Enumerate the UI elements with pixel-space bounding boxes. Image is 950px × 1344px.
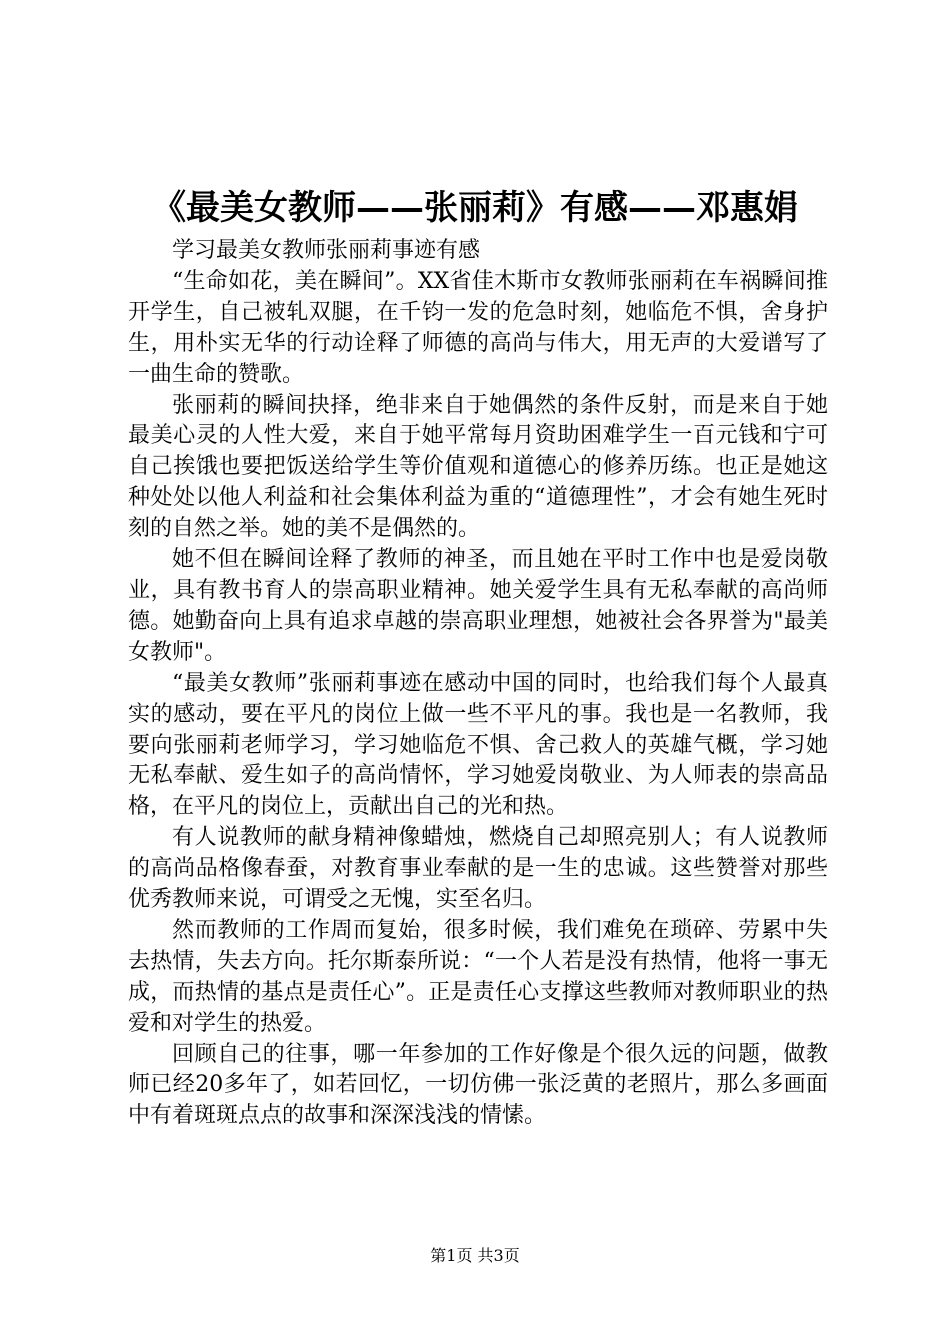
page-number-footer: 第1页 共3页 bbox=[430, 1246, 520, 1265]
paragraph-6: 然而教师的工作周而复始，很多时候，我们难免在琐碎、劳累中失去热情，失去方向。托尔斯泰所说：“一个人若是没有热情，他将一事无成，而热情的基点是责任心”。正是责任心支撑这些教师对教师职业的热爱和对学生的热爱。 bbox=[128, 917, 828, 1036]
paragraph-5: 有人说教师的献身精神像蜡烛，燃烧自己却照亮别人；有人说教师的高尚品格像春蚕，对教育事业奉献的是一生的忠诚。这些赞誉对那些优秀教师来说，可谓受之无愧，实至名归。 bbox=[128, 825, 828, 913]
paragraph-7: 回顾自己的往事，哪一年参加的工作好像是个很久远的问题，做教师已经20多年了，如若回忆，一切仿佛一张泛黄的老照片，那么多画面中有着斑斑点点的故事和深深浅浅的情愫。 bbox=[128, 1041, 828, 1129]
paragraph-3: 她不但在瞬间诠释了教师的神圣，而且她在平时工作中也是爱岗敬业，具有教书育人的崇高职业精神。她关爱学生具有无私奉献的高尚师德。她勤奋向上具有追求卓越的崇高职业理想，她被社会各界誉为"最美女教师"。 bbox=[128, 547, 828, 665]
document-subtitle: 学习最美女教师张丽莉事迹有感 bbox=[172, 238, 481, 263]
document-body bbox=[128, 236, 828, 1132]
paragraph-4: “最美女教师”张丽莉事迹在感动中国的同时，也给我们每个人最真实的感动，要在平凡的岗位上做一些不平凡的事。我也是一名教师，我要向张丽莉老师学习，学习她临危不惧、舍己救人的英雄气概，学习她无私奉献、爱生如子的高尚情怀，学习她爱岗敬业、为人师表的崇高品格，在平凡的岗位上，贡献出自己的光和热。 bbox=[128, 670, 828, 820]
paragraph-2: 张丽莉的瞬间抉择，绝非来自于她偶然的条件反射，而是来自于她最美心灵的人性大爱，来自于她平常每月资助困难学生一百元钱和宁可自己挨饿也要把饭送给学生等价值观和道德心的修养历练。也正是她这种处处以他人利益和社会集体利益为重的“道德理性”，才会有她生死时刻的自然之举。她的美不是偶然的。 bbox=[128, 392, 828, 542]
document-title: 《最美女教师——张丽莉》有感——邓惠娟 bbox=[152, 188, 798, 228]
paragraph-1: “生命如花，美在瞬间”。XX省佳木斯市女教师张丽莉在车祸瞬间推开学生，自己被轧双腿，在千钧一发的危急时刻，她临危不惧，舍身护生，用朴实无华的行动诠释了师德的高尚与伟大，用无声的大爱谱写了一曲生命的赞歌。 bbox=[128, 268, 828, 387]
